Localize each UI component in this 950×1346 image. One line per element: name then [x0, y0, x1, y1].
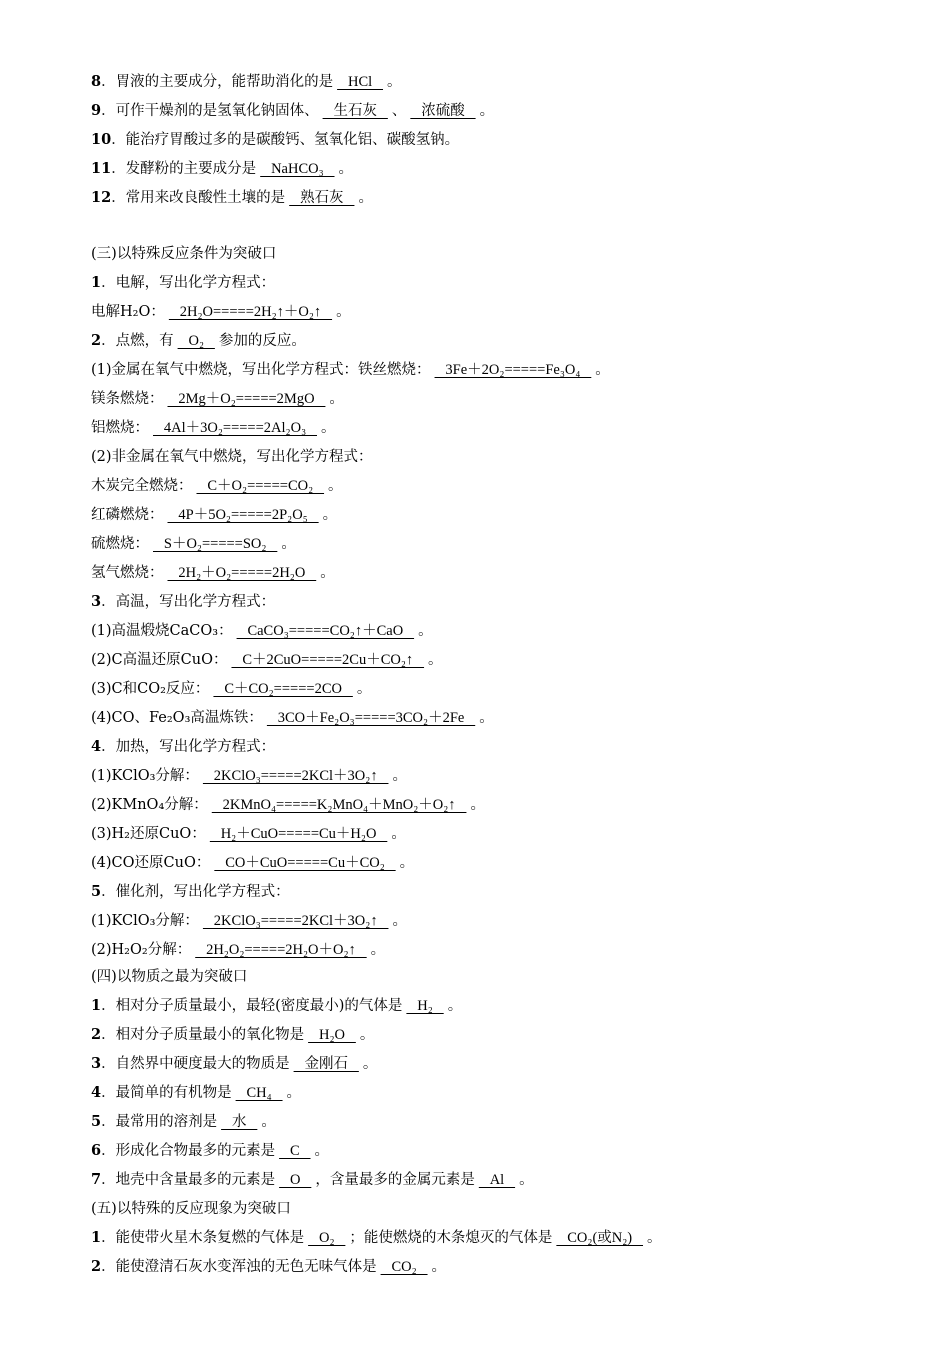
line-text: 。: [336, 304, 351, 320]
line-text: 。: [428, 652, 443, 668]
item-number: 5: [91, 1113, 102, 1130]
item-number: 3: [91, 593, 102, 610]
line-text: (2)C高温还原CuO：: [91, 652, 228, 668]
line-text: 。: [328, 478, 343, 494]
line-text: ．可作干燥剂的是氢氧化钠固体、: [101, 103, 319, 119]
line-text: (3)H₂还原CuO：: [91, 826, 206, 842]
answer-blank: 2KClO₃=====2KCl＋3O₂↑: [202, 913, 389, 929]
answer-blank: 3CO＋Fe₂O₃=====3CO₂＋2Fe: [266, 710, 476, 726]
line-text: (1)高温煅烧CaCO₃：: [91, 623, 233, 639]
text-line: [91, 1083, 301, 1103]
item-number: 3: [91, 1055, 102, 1072]
line-text: (3)C和CO₂反应：: [91, 681, 210, 697]
answer-blank: CO₂: [380, 1259, 428, 1275]
text-line: [91, 1257, 446, 1277]
answer-blank: H₂O: [308, 1027, 356, 1043]
answer-blank: 2KMnO₄=====K₂MnO₄＋MnO₂＋O₂↑: [211, 797, 467, 813]
text-line: [91, 130, 459, 150]
line-text: ．形成化合物最多的元素是: [101, 1143, 276, 1159]
answer-blank: CO₂(或N₂): [556, 1230, 644, 1246]
text-line: [91, 72, 402, 92]
text-line: [91, 650, 443, 670]
line-text: 镁条燃烧：: [91, 391, 164, 407]
line-text: 。: [358, 190, 373, 206]
answer-blank: 2Mg＋O₂=====2MgO: [167, 391, 326, 407]
answer-blank: 2H₂O₂=====2H₂O＋O₂↑: [195, 942, 367, 958]
line-text: ．最常用的溶剂是: [101, 1114, 218, 1130]
line-text: 红磷燃烧：: [91, 507, 164, 523]
answer-blank: 3Fe＋2O₂=====Fe₃O₄: [434, 362, 592, 378]
line-text: 。: [447, 998, 463, 1014]
text-line: [91, 273, 275, 293]
line-text: ．地壳中含量最多的元素是: [101, 1172, 276, 1188]
answer-blank: O: [279, 1172, 312, 1188]
item-number: 5: [91, 883, 102, 900]
text-line: [91, 824, 406, 844]
item-number: 7: [91, 1171, 102, 1188]
text-line: [91, 911, 407, 931]
item-number: 2: [91, 1026, 102, 1043]
line-text: ．电解，写出化学方程式：: [101, 275, 276, 291]
line-text: 。: [286, 1085, 302, 1101]
line-text: 木炭完全燃烧：: [91, 478, 193, 494]
line-text: 。: [392, 768, 407, 784]
item-number: 2: [91, 332, 102, 349]
answer-blank: 2KClO₃=====2KCl＋3O₂↑: [202, 768, 389, 784]
item-number: 2: [91, 1258, 102, 1275]
answer-blank: O₂: [308, 1230, 346, 1246]
item-number: 1: [91, 997, 102, 1014]
line-text: 。: [479, 103, 495, 119]
line-text: 参加的反应。: [218, 333, 306, 349]
text-line: [91, 940, 385, 960]
text-line: [91, 592, 275, 612]
text-line: [91, 1199, 291, 1219]
answer-blank: NaHCO₃: [260, 161, 335, 177]
line-text: ．加热，写出化学方程式：: [101, 739, 276, 755]
text-line: [91, 1228, 662, 1248]
line-text: ．最简单的有机物是: [101, 1085, 232, 1101]
line-text: 。: [322, 507, 338, 523]
answer-blank: 4P＋5O₂=====2P₂O₅: [167, 507, 319, 523]
line-text: (2)非金属在氧气中燃烧，写出化学方程式：: [91, 449, 373, 465]
line-text: 。: [391, 826, 406, 842]
text-line: [91, 737, 275, 757]
text-line: [91, 302, 351, 322]
line-text: 。: [359, 1027, 375, 1043]
line-text: 。: [362, 1056, 378, 1072]
text-line: [91, 505, 337, 525]
answer-blank: 浓硫酸: [410, 103, 476, 119]
line-text: 。: [399, 855, 415, 871]
item-number: 4: [91, 1084, 102, 1101]
line-text: ．相对分子质量最小的氧化物是: [101, 1027, 305, 1043]
answer-blank: C＋O₂=====CO₂: [196, 478, 325, 494]
item-number: 1: [91, 274, 102, 291]
text-line: [91, 679, 371, 699]
answer-blank: CO＋CuO=====Cu＋CO₂: [214, 855, 396, 871]
line-text: ，含量最多的金属元素是: [315, 1172, 475, 1188]
text-line: [91, 1141, 329, 1161]
answer-blank: C＋2CuO=====2Cu＋CO₂↑: [231, 652, 425, 668]
text-line: [91, 418, 336, 438]
answer-blank: S＋O₂=====SO₂: [153, 536, 278, 552]
answer-blank: H₂: [406, 998, 444, 1014]
line-text: 。: [392, 913, 407, 929]
line-text: ．催化剂，写出化学方程式：: [101, 884, 290, 900]
text-line: [91, 244, 276, 264]
line-text: ．自然界中硬度最大的物质是: [101, 1056, 290, 1072]
line-text: (三)以特殊反应条件为突破口: [91, 246, 277, 262]
line-text: 。: [261, 1114, 276, 1130]
line-text: 。: [329, 391, 344, 407]
answer-blank: H₂＋CuO=====Cu＋H₂O: [209, 826, 388, 842]
line-text: (4)CO、Fe₂O₃高温炼铁：: [91, 710, 263, 726]
text-line: [91, 996, 462, 1016]
line-text: 。: [387, 74, 402, 90]
line-text: ．能使澄清石灰水变浑浊的无色无味气体是: [101, 1259, 377, 1275]
line-text: ．相对分子质量最小，最轻(密度最小)的气体是: [101, 998, 403, 1014]
line-text: 。: [519, 1172, 534, 1188]
answer-blank: CH₄: [235, 1085, 283, 1101]
line-text: (1)KClO₃分解：: [91, 768, 199, 784]
text-line: [91, 853, 414, 873]
line-text: (4)CO还原CuO：: [91, 855, 211, 871]
text-line: [91, 447, 373, 467]
line-text: 。: [431, 1259, 447, 1275]
text-line: [91, 1112, 276, 1132]
answer-blank: C: [279, 1143, 311, 1159]
line-text: ．点燃，有: [101, 333, 174, 349]
text-line: [91, 534, 296, 554]
item-number: 1: [91, 1229, 102, 1246]
text-line: [91, 159, 353, 179]
text-line: [91, 360, 610, 380]
answer-blank: 2H₂＋O₂=====2H₂O: [167, 565, 317, 581]
item-number: 8: [91, 73, 102, 90]
line-text: (五)以特殊的反应现象为突破口: [91, 1201, 291, 1217]
line-text: ．胃液的主要成分，能帮助消化的是: [101, 74, 334, 90]
line-text: 、: [391, 103, 407, 119]
item-number: 11: [91, 160, 112, 177]
answer-blank: 水: [221, 1114, 258, 1130]
line-text: 。: [314, 1143, 330, 1159]
line-text: (1)金属在氧气中燃烧，写出化学方程式：铁丝燃烧：: [91, 362, 431, 378]
line-text: 。: [595, 362, 610, 378]
line-text: 。: [356, 681, 372, 697]
answer-blank: 4Al＋3O₂=====2Al₂O₃: [153, 420, 317, 436]
text-line: [91, 967, 247, 987]
text-line: [91, 1054, 377, 1074]
item-number: 4: [91, 738, 102, 755]
answer-blank: O₂: [177, 333, 215, 349]
line-text: 氢气燃烧：: [91, 565, 164, 581]
line-text: 。: [320, 565, 335, 581]
text-line: [91, 1170, 534, 1190]
text-line: [91, 331, 306, 351]
text-line: [91, 476, 343, 496]
line-text: (1)KClO₃分解：: [91, 913, 199, 929]
text-line: [91, 188, 373, 208]
line-text: 。: [418, 623, 433, 639]
line-text: ．能使带火星木条复燃的气体是: [101, 1230, 305, 1246]
line-text: 。: [370, 942, 386, 958]
line-text: 。: [479, 710, 494, 726]
line-text: ．发酵粉的主要成分是: [111, 161, 257, 177]
line-text: (四)以物质之最为突破口: [91, 969, 248, 985]
line-text: 。: [470, 797, 485, 813]
line-text: ．能治疗胃酸过多的是碳酸钙、氢氧化铝、碳酸氢钠。: [111, 132, 460, 148]
line-text: ．高温，写出化学方程式：: [101, 594, 276, 610]
text-line: [91, 621, 433, 641]
text-line: [91, 1025, 374, 1045]
answer-blank: HCl: [337, 74, 384, 90]
line-text: 。: [321, 420, 336, 436]
text-line: [91, 708, 494, 728]
line-text: ．常用来改良酸性土壤的是: [111, 190, 286, 206]
text-line: [91, 766, 407, 786]
item-number: 12: [91, 189, 112, 206]
line-text: 铝燃烧：: [91, 420, 149, 436]
item-number: 9: [91, 102, 102, 119]
answer-blank: 2H₂O=====2H₂↑＋O₂↑: [168, 304, 333, 320]
item-number: 6: [91, 1142, 102, 1159]
line-text: 。: [338, 161, 354, 177]
text-line: [91, 882, 290, 902]
line-text: 。: [281, 536, 296, 552]
answer-blank: CaCO₃=====CO₂↑＋CaO: [236, 623, 415, 639]
answer-blank: 金刚石: [293, 1056, 359, 1072]
answer-blank: C＋CO₂=====2CO: [213, 681, 353, 697]
text-line: [91, 795, 485, 815]
line-text: ；能使燃烧的木条熄灭的气体是: [349, 1230, 553, 1246]
answer-blank: 生石灰: [322, 103, 388, 119]
answer-blank: Al: [478, 1172, 516, 1188]
line-text: 硫燃烧：: [91, 536, 149, 552]
line-text: (2)H₂O₂分解：: [91, 942, 192, 958]
text-line: [91, 563, 335, 583]
text-line: [91, 389, 344, 409]
item-number: 10: [91, 131, 112, 148]
line-text: 电解H₂O：: [91, 304, 165, 320]
answer-blank: 熟石灰: [289, 190, 355, 206]
line-text: (2)KMnO₄分解：: [91, 797, 208, 813]
line-text: 。: [647, 1230, 662, 1246]
text-line: [91, 101, 494, 121]
